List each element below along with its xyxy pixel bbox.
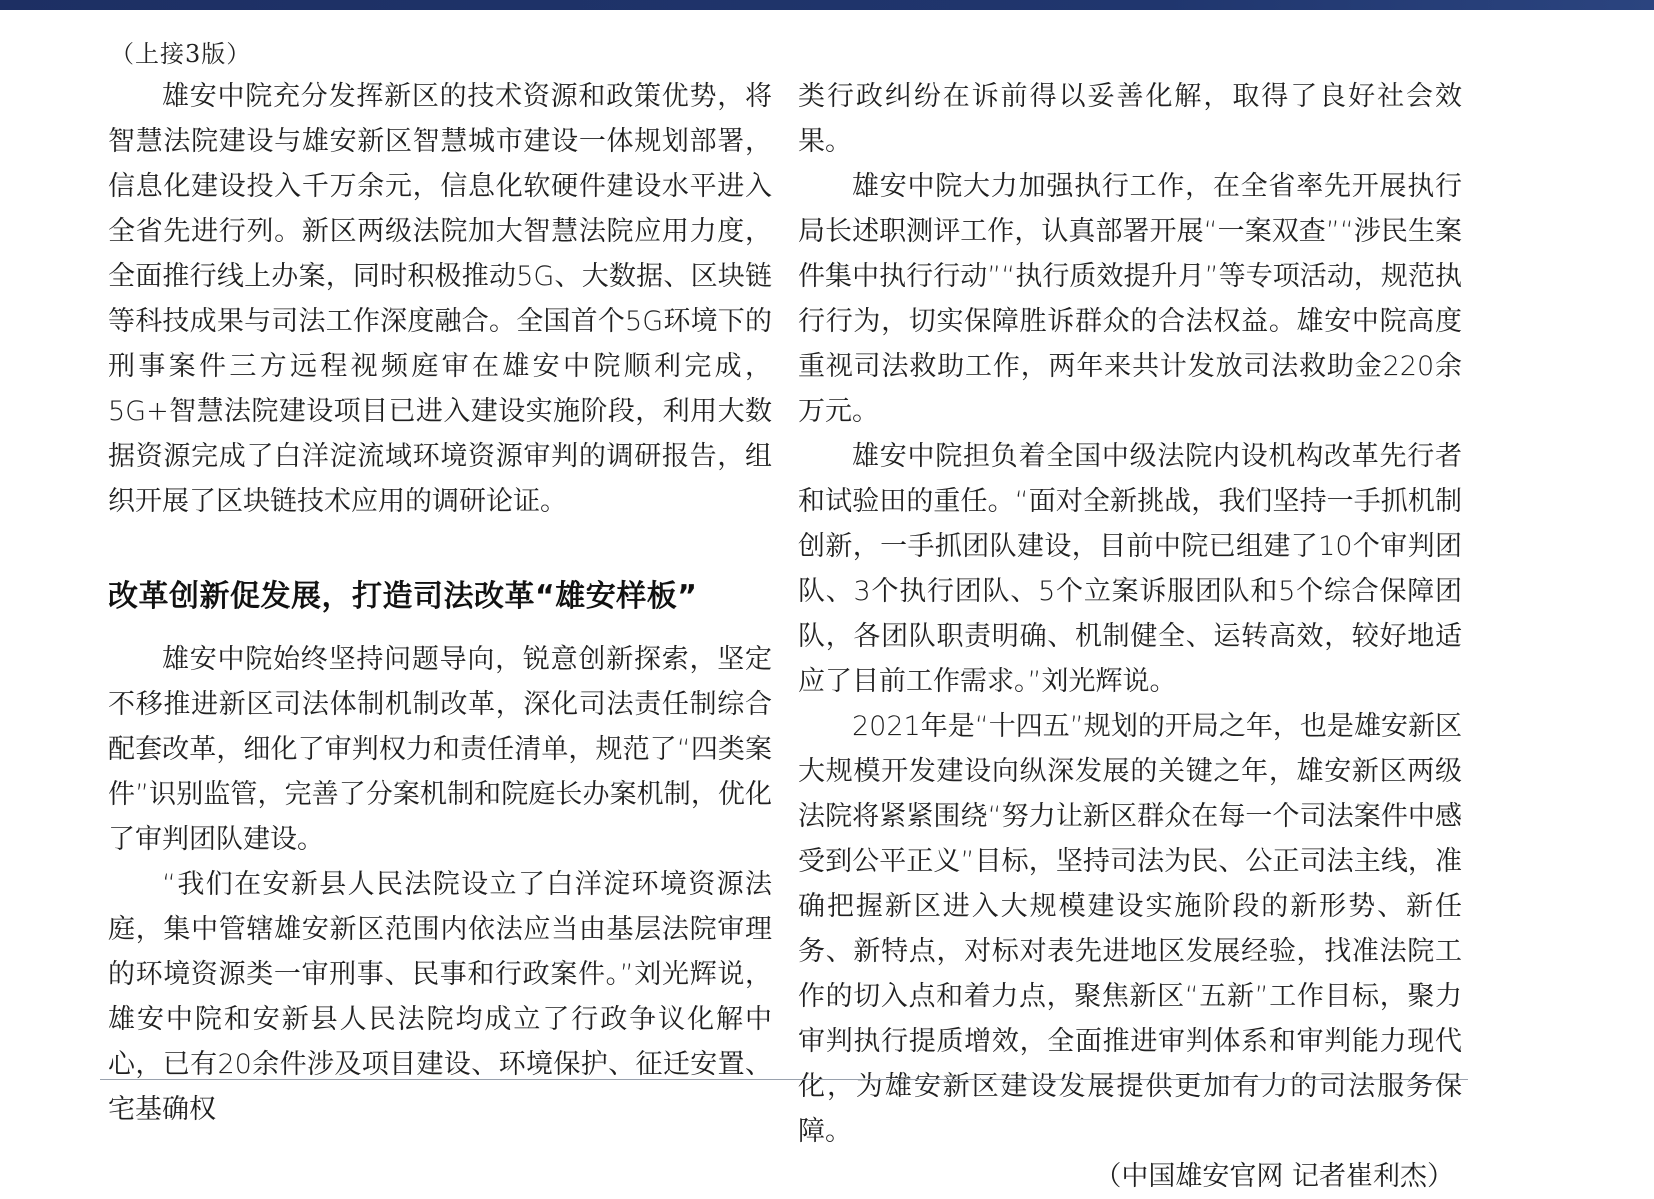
continued-from-label: （上接3版） [110, 40, 252, 68]
right-paragraph-2: 雄安中院担负着全国中级法院内设机构改革先行者和试验田的重任。“面对全新挑战，我们坚持一手抓机制创新，一手抓团队建设，目前中院已组建了10个审判团队、3个执行团队、5个立案诉服团队和5个综合保障团队，各团队职责明确、机制健全、运转高效，较好地适应了目前工作需求。”刘光辉说。 [798, 441, 1462, 697]
left-paragraph-3: “我们在安新县人民法院设立了白洋淀环境资源法庭，集中管辖雄安新区范围内依法应当由基层法院审理的环境资源类一审刑事、民事和行政案件。”刘光辉说，雄安中院和安新县人民法院均成立了行政争议化解中心，已有20余件涉及项目建设、环境保护、征迁安置、宅基确权 [108, 869, 772, 1125]
right-paragraph-3: 2021年是“十四五”规划的开局之年，也是雄安新区大规模开发建设向纵深发展的关键之年，雄安新区两级法院将紧紧围绕“努力让新区群众在每一个司法案件中感受到公平正义”目标，坚持司法为民、公正司法主线，准确把握新区进入大规模建设实施阶段的新形势、新任务、新特点，对标对表先进地区发展经验，找准法院工作的切入点和着力点，聚焦新区“五新”工作目标，聚力审判执行提质增效，全面推进审判体系和审判能力现代化，为雄安新区建设发展提供更加有力的司法服务保障。 [798, 711, 1462, 1147]
left-column [108, 74, 772, 1132]
left-paragraph-1: 雄安中院充分发挥新区的技术资源和政策优势，将智慧法院建设与雄安新区智慧城市建设一体规划部署，信息化建设投入千万余元，信息化软硬件建设水平进入全省先进行列。新区两级法院加大智慧法院应用力度，全面推行线上办案，同时积极推动5G、大数据、区块链等科技成果与司法工作深度融合。全国首个5G环境下的刑事案件三方远程视频庭审在雄安中院顺利完成，5G+智慧法院建设项目已进入建设实施阶段，利用大数据资源完成了白洋淀流域环境资源审判的调研报告，组织开展了区块链技术应用的调研论证。 [108, 81, 772, 517]
left-paragraph-2: 雄安中院始终坚持问题导向，锐意创新探索，坚定不移推进新区司法体制机制改革，深化司法责任制综合配套改革，细化了审判权力和责任清单，规范了“四类案件”识别监管，完善了分案机制和院庭长办案机制，优化了审判团队建设。 [108, 644, 772, 855]
section-heading: 改革创新促发展，打造司法改革“雄安样板” [108, 579, 698, 614]
top-decorative-bar [0, 0, 1654, 10]
right-paragraph-continued: 类行政纠纷在诉前得以妥善化解，取得了良好社会效果。 [798, 81, 1462, 157]
byline: （中国雄安官网 记者崔利杰） [1094, 1161, 1454, 1192]
right-paragraph-1: 雄安中院大力加强执行工作，在全省率先开展执行局长述职测评工作，认真部署开展“一案双查”“涉民生案件集中执行行动”“执行质效提升月”等专项活动，规范执行行为，切实保障胜诉群众的合法权益。雄安中院高度重视司法救助工作，两年来共计发放司法救助金220余万元。 [798, 171, 1462, 427]
bottom-divider [100, 1079, 1468, 1080]
right-column [798, 74, 1462, 1199]
